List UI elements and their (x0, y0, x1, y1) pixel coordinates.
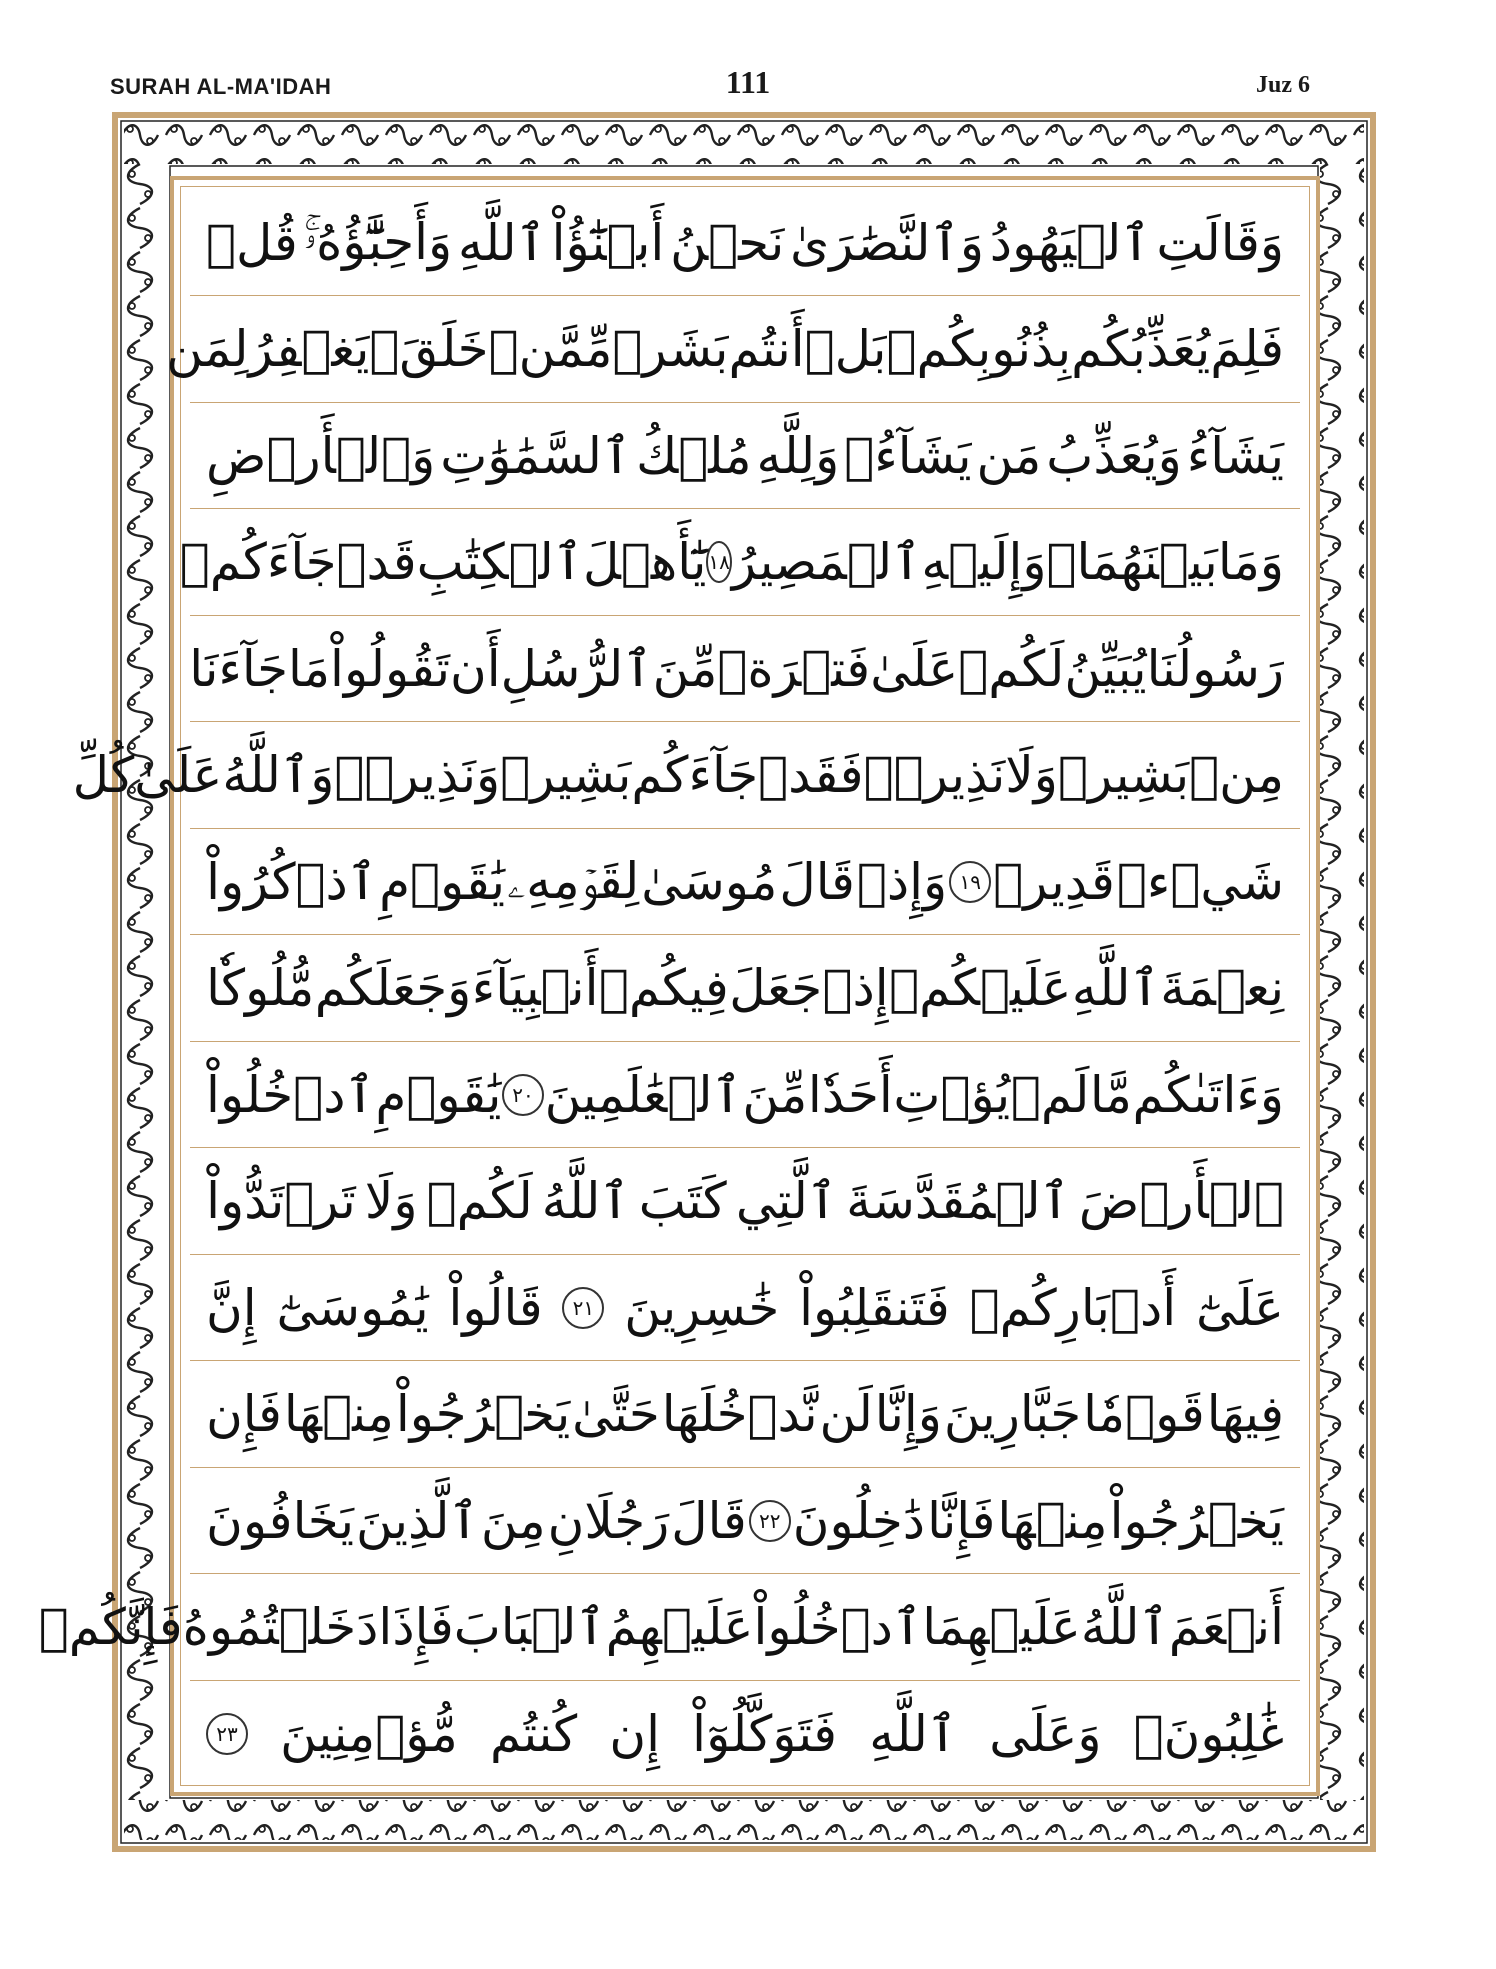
verse-word: كُنتُم (489, 1705, 578, 1763)
verse-word: قَدِيرٞ (993, 852, 1115, 911)
verse-word: فَإِنَّا (927, 1491, 996, 1550)
verse-word: وَلَا (364, 1172, 418, 1230)
verse-word: مِّنَ (742, 1065, 808, 1124)
verse-word: بَيۡنَهُمَاۖ (1046, 533, 1218, 591)
surah-title: SURAH AL-MA'IDAH (110, 74, 332, 99)
verse-word: مِنَ (480, 1491, 546, 1550)
page-header (0, 0, 1496, 110)
verse-word: إِذۡ (822, 959, 889, 1017)
verse-word: أَنۡعَمَ (1168, 1598, 1284, 1656)
juz-label: Juz 6 (1256, 72, 1310, 98)
verse-word: قَوۡمٗا (1083, 1385, 1205, 1443)
verse-word: يُبَيِّنُ (1064, 639, 1147, 698)
verse-word: جَآءَنَا (189, 639, 289, 698)
verse-word: غَٰلِبُونَۚ (1133, 1705, 1284, 1763)
text-panel (38, 176, 1320, 1796)
verse-word: ٱلۡكِتَٰبِ (416, 533, 583, 591)
verse-word: إِن (609, 1705, 661, 1763)
page-number: 111 (725, 64, 771, 100)
verse-word: يَٰقَوۡمِ (375, 1065, 502, 1124)
verse-word: جَآءَكُم (631, 746, 759, 804)
verse-word: وَمَا (1217, 533, 1284, 591)
verse-word: ٱللَّهُ (1080, 1598, 1169, 1656)
verse-word: فَتَنقَلِبُواْ (799, 1278, 950, 1337)
verse-line (190, 1149, 1300, 1255)
ayah-number-marker: ٢٠ (502, 1074, 544, 1116)
ayah-number-marker: ١٩ (949, 861, 991, 903)
verse-word: وَنَذِيرٞۗ (334, 746, 501, 804)
verse-word: ٱلرُّسُلِ (500, 639, 653, 698)
verse-word: مَن (976, 426, 1042, 485)
verse-word: ٱللَّهِ (457, 213, 546, 272)
verse-word: يَشَآءُۚ (844, 426, 972, 485)
verse-word: فَإِذَا (378, 1598, 454, 1656)
verse-word: حَتَّىٰ (572, 1385, 660, 1443)
verse-word: ٱلۡمَصِيرُ (731, 533, 922, 591)
verse-word: مَا (288, 639, 331, 698)
verse-word: رَسُولُنَا (1146, 639, 1284, 698)
verse-word: يَٰمُوسَىٰٓ (276, 1278, 429, 1337)
verse-word: مِنۡهَا (283, 1385, 394, 1443)
verse-word: ٱلۡبَابَ (453, 1598, 606, 1656)
verse-word: تَرۡتَدُّواْ (206, 1172, 356, 1230)
verse-word: وَٱللَّهُ (222, 746, 335, 804)
verse-word: وَإِذۡ (856, 852, 948, 911)
ayah-number-marker: ٢١ (562, 1287, 604, 1329)
verse-word: يَٰٓأَهۡلَ (583, 533, 707, 591)
verse-word: لَكُمۡ (426, 1172, 533, 1230)
verse-word: فَتَوَكَّلُوٓاْ (692, 1705, 838, 1763)
verse-line (190, 1468, 1300, 1574)
verse-word: مُوسَىٰ (641, 852, 778, 911)
verse-word: أَبۡنَٰٓؤُاْ (551, 213, 665, 272)
verse-word: لَكُمۡ (958, 639, 1065, 698)
verse-word: ٱلۡأَرۡضَ (1078, 1172, 1284, 1230)
verse-word: ٱذۡكُرُواْ (206, 852, 378, 911)
verse-word: أَدۡبَارِكُمۡ (969, 1278, 1177, 1337)
verse-word: ٱللَّهِ (869, 1705, 958, 1763)
verse-line (190, 829, 1300, 935)
verse-word: مُّلُوكٗا (206, 959, 315, 1017)
verse-word: دَخَلۡتُمُوهُ (182, 1598, 379, 1656)
verse-word: وَإِلَيۡهِ (921, 533, 1047, 591)
verse-line (190, 616, 1300, 722)
verse-line (38, 1575, 1300, 1681)
verse-word: لِمَن (166, 320, 249, 378)
verse-lines (38, 190, 1300, 1782)
verse-word: ٱلَّذِينَ (356, 1491, 479, 1550)
verse-word: قَالَ (779, 852, 855, 911)
verse-word: مِّمَّنۡ (488, 320, 613, 378)
verse-word: عَلَىٰٓ (1195, 1278, 1284, 1337)
verse-word: يَخۡرُجُواْ (395, 1385, 571, 1443)
verse-word: وَأَحِبَّٰٓؤُهُۥۚ (303, 213, 453, 271)
verse-word: أَنتُم (728, 320, 805, 378)
verse-word: مِنۢ (1189, 746, 1284, 804)
verse-word: فَإِنَّكُمۡ (38, 1598, 183, 1656)
verse-word: ٱللَّهُ (541, 1172, 630, 1230)
verse-word: بَشِيرٞ (500, 746, 632, 804)
verse-word: فِيكُمۡ (598, 959, 729, 1017)
verse-word: وَيُعَذِّبُ (1046, 426, 1182, 485)
verse-word: أَن (450, 639, 501, 698)
verse-word: فِيهَا (1206, 1385, 1284, 1443)
verse-word: قَالَ (671, 1491, 747, 1550)
verse-word: ٱدۡخُلُواْ (753, 1598, 923, 1656)
verse-line (190, 936, 1300, 1042)
verse-word: فَتۡرَةٖ (717, 639, 871, 698)
verse-word: ٱلۡمُقَدَّسَةَ (846, 1172, 1070, 1230)
verse-word: وَءَاتَىٰكُم (1132, 1065, 1284, 1124)
verse-word: وَقَالَتِ (1156, 213, 1284, 272)
verse-word: جَبَّارِينَ (943, 1385, 1082, 1443)
verse-word: فَلِمَ (1210, 320, 1284, 378)
verse-word: رَجُلَانِ (547, 1491, 670, 1550)
verse-word: إِنَّ (206, 1278, 257, 1337)
verse-line (190, 1681, 1300, 1787)
verse-line (166, 297, 1300, 403)
verse-word: جَآءَكُمۡ (179, 533, 337, 591)
verse-word: مِنۡهَا (997, 1491, 1108, 1550)
verse-word: كُلِّ (72, 746, 135, 804)
verse-word: خَلَقَۚ (369, 320, 489, 378)
verse-line (190, 190, 1300, 296)
verse-word: يَخَافُونَ (206, 1491, 355, 1550)
verse-word: كَتَبَ (638, 1172, 727, 1230)
verse-word: ٱلَّتِي (735, 1172, 838, 1230)
verse-word: ٱلۡيَهُودُ (989, 213, 1151, 272)
verse-word: بَشَرٞ (612, 320, 729, 378)
verse-word: وَٱلنَّصَٰرَىٰ (790, 213, 984, 272)
verse-word: نَّدۡخُلَهَا (661, 1385, 818, 1443)
verse-word: لَن (819, 1385, 873, 1443)
verse-line (190, 1255, 1300, 1361)
verse-word: نِعۡمَةَ (1160, 959, 1284, 1017)
verse-word: أَنۢبِيَآءَ (471, 959, 599, 1017)
verse-word: عَلَيۡهِمَا (922, 1598, 1081, 1656)
verse-word: نَذِيرٖۖ (863, 746, 1006, 804)
verse-word: يُعَذِّبُكُم (1071, 320, 1211, 378)
verse-word: يَٰقَوۡمِ (379, 852, 506, 911)
verse-word: وَلَا (1005, 746, 1058, 804)
verse-word: خَٰسِرِينَ (624, 1278, 780, 1337)
verse-word: ٱلسَّمَٰوَٰتِ (440, 426, 632, 485)
verse-word: يَخۡرُجُواْ (1109, 1491, 1284, 1550)
verse-line (190, 1362, 1300, 1468)
verse-word: نَحۡنُ (670, 213, 785, 272)
verse-word: أَحَدٗا (807, 1065, 893, 1124)
verse-word: عَلَىٰ (870, 639, 959, 698)
verse-word: لِقَوۡمِهِۦ (507, 852, 640, 910)
verse-word: فَقَدۡ (758, 746, 864, 804)
verse-word: وَعَلَى (989, 1705, 1102, 1763)
verse-word: ٱدۡخُلُواْ (206, 1065, 375, 1124)
verse-word: بِذُنُوبِكُمۖ (886, 320, 1072, 378)
verse-word: يَشَآءُ (1186, 426, 1284, 485)
verse-word: ٱللَّهِ (1071, 959, 1160, 1017)
verse-word: قَالُواْ (448, 1278, 543, 1337)
verse-word: عَلَىٰ (134, 746, 223, 804)
verse-word: مَّا (1089, 1065, 1132, 1124)
verse-word: بَشِيرٖ (1057, 746, 1190, 804)
verse-line (179, 510, 1300, 616)
verse-word: ٱلۡعَٰلَمِينَ (544, 1065, 742, 1124)
verse-word: دَٰخِلُونَ (792, 1491, 926, 1550)
verse-word: يُؤۡتِ (893, 1065, 1011, 1124)
verse-word: مُّؤۡمِنِينَ (280, 1705, 458, 1763)
verse-word: وَٱلۡأَرۡضِ (206, 426, 436, 485)
verse-word: شَيۡءٖ (1116, 852, 1284, 911)
verse-word: بَلۡ (804, 320, 887, 378)
ayah-number-marker: ٢٣ (206, 1713, 248, 1755)
verse-word: جَعَلَ (729, 959, 823, 1017)
verse-word: عَلَيۡكُمۡ (889, 959, 1072, 1017)
verse-line (190, 1042, 1300, 1148)
verse-word: وَلِلَّهِ (756, 426, 840, 485)
verse-word: قُلۡ (206, 213, 298, 272)
verse-word: وَإِنَّا (874, 1385, 942, 1443)
verse-word: تَقُولُواْ (330, 639, 451, 698)
verse-word: لَمۡ (1010, 1065, 1090, 1124)
ayah-number-marker: ٢٢ (749, 1500, 791, 1542)
verse-word: فَإِن (206, 1385, 282, 1443)
verse-word: مُلۡكُ (636, 426, 752, 485)
verse-line (190, 403, 1300, 509)
verse-line (72, 723, 1300, 829)
verse-word: قَدۡ (336, 533, 417, 591)
verse-word: يَغۡفِرُ (248, 320, 370, 378)
ayah-number-marker: ١٨ (706, 541, 731, 583)
verse-word: وَجَعَلَكُم (314, 959, 472, 1017)
verse-word: عَلَيۡهِمُ (605, 1598, 754, 1656)
verse-word: مِّنَ (652, 639, 718, 698)
